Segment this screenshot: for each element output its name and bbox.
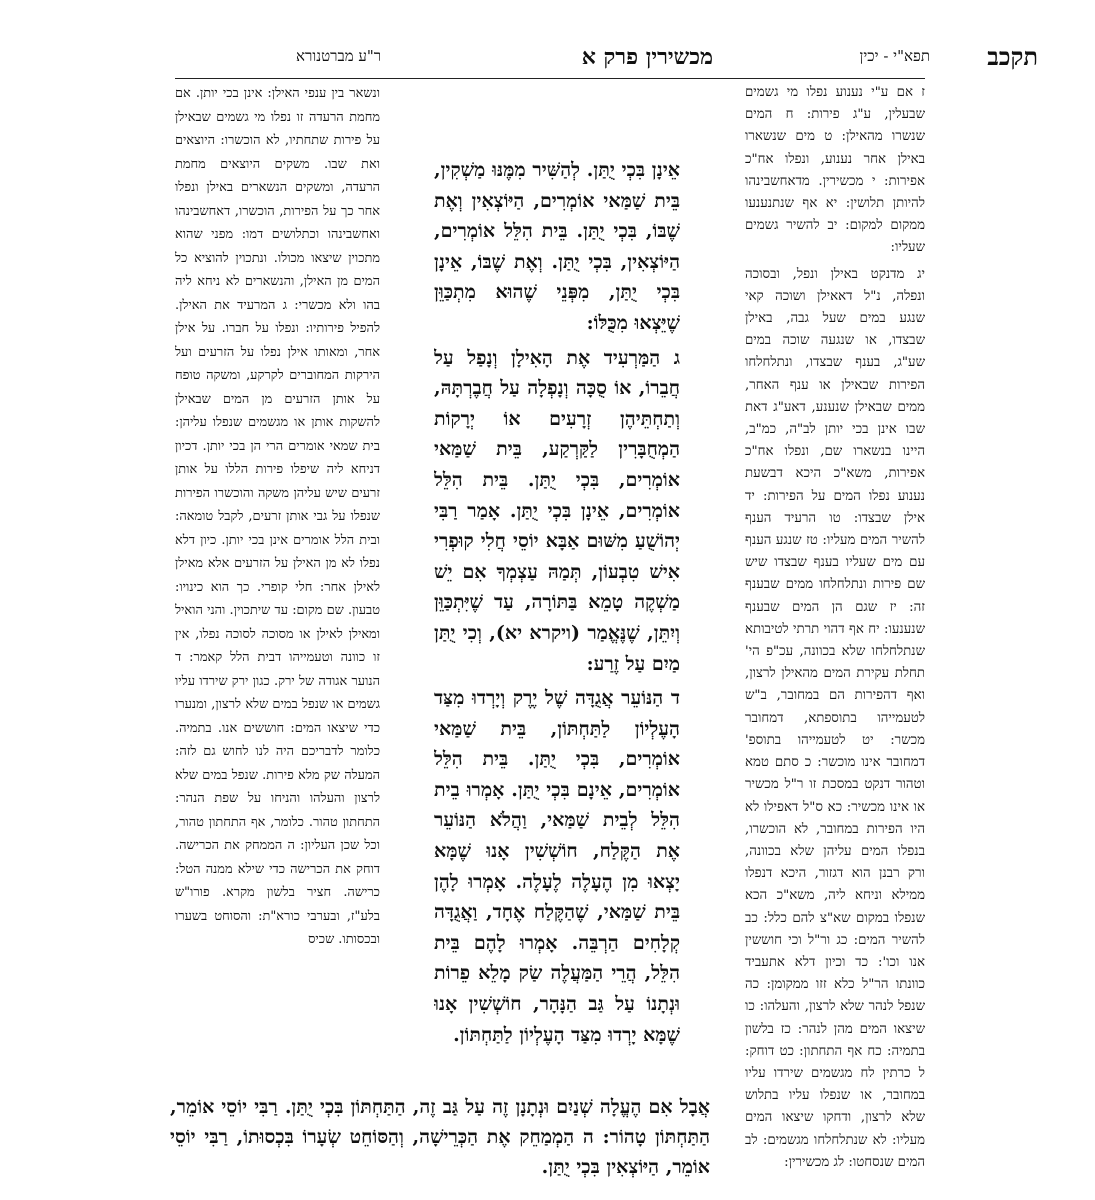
commentary-label-bartenura: ר"ע מברטנורא — [296, 47, 382, 65]
mishnah-bottom-text: אֲבָל אִם הֶעֱלָה שְׁנַיִם וּנְתָנָן זֶה עַל גַּב זֶה, הַתַּחְתּוֹן בִּכְי יֻתַּן. רַבִּי יוֹסֵי אוֹמֵר, הַתַּחְתּוֹן טָהוֹר: ה הַמְמַחֵק אֶת הַכְּרֵישָׁה, וְהַסּוֹחֵט שְׂעָרוֹ בִּכְסוּתוֹ, רַבִּי יוֹסֵי אוֹמֵר, הַיּוֹצְאִין בִּכְי יֻתַּן. — [170, 1096, 710, 1178]
bartenura-commentary-column — [175, 82, 380, 956]
yachin-commentary-column — [745, 82, 925, 1178]
mishnah-text-column — [434, 155, 680, 1054]
yachin-paragraph: ז אם ע"י נענוע נפלו מי גשמים שבעלין, ע"ג פירות: ח המים שנשרו מהאילן: ט מים שנשארו באילן אחר נענוע, ונפלו אח"כ אפירות: י מכשירין. מדאחשבינהו להיותן תלושין: יא אף שנתנענעו ממקום למקום: יב להשיר גשמים שעליו: — [745, 85, 925, 256]
page-header — [296, 42, 1038, 78]
bartenura-paragraph: ונשאר בין ענפי האילן: אינן בכי יותן. אם מחמת הרעדה זו נפלו מי גשמים שבאילן על פירות שתחתיו, לא הוכשרו: היוצאים ואת שבו. משקים היוצאים מחמת הרעדה, ומשקים הנשארים באילן ונפלו אחר כך על הפירות, הוכשרו, דאחשבינהו ואחשבינהו וכתלושים דמו: מפני שהוא מתכוין שיצאו מכולו. ונתכוין להוציא כל המים מן האילן, והנשארים לא ניחא ליה בהו ולא מכשרי: ג המרעיד את האילן. להפיל פירותיו: ונפלו על חברו. על אילן אחר, ומאותו אילן נפלו על הזרעים ועל הירקות המחוברים לקרקע, ומשקה טופח על אותן הזרעים מן המים שבאילן להשקות אותן או מגשמים שנפלו עליהן: בית שמאי אומרים הרי הן בכי יותן. דכיון דניחא ליה שיפלו פירות הללו על אותן זרעים שיש עליהן משקה והוכשרו הפירות שנפלו על גבי אותן זרעים, לקבל טומאה: ובית הלל אומרים אינן בכי יותן. כיון דלא נפלו לא מן האילן על הזרעים אלא מאילן לאילן אחר: חלי קופרי. כך הוא כינויו: טבעון. שם מקום: עד שיתכוין. והני הואיל ומאילן לאילן או מסוכה לסוכה נפלו, אין זו כוונה וטעמייהו דבית הלל קאמר: ד הנוער אגודה של ירק. כגון ירק שירדו עליו גשמים או שנפל במים שלא לרצון, ומנערו כדי שיצאו המים: חוששים אנו. בתמיה. כלומר לדבריכם היה לנו לחוש גם לזה: המעלה שק מלא פירות. שנפל במים שלא לרצון והעלהו והניחו על שפת הנהר: התחתון טהור. כלומר, אף התחתון טהור, וכל שכן העליון: ה הממחק את הכרישה. דוחק את הכרישה כדי שילא ממנה הטל: כרישה. חציר בלשון מקרא. פורו"ש בלע"ז, ובערבי כורא"ת: והסוחט בשערו ובכסותו. שכיס — [175, 86, 380, 947]
header-rule — [175, 78, 925, 79]
page-number: תקכב — [987, 42, 1038, 71]
commentary-label-tiferet-yisrael: תפא"י - יכין — [859, 47, 930, 65]
tractate-chapter-title: מכשירין פרק א — [581, 44, 714, 70]
mishnah-paragraph: ג הַמַּרְעִיד אֶת הָאִילָן וְנָפַל עַל חֲבֵרוֹ, אוֹ סֻכָּה וְנָפְלָה עַל חֲבֶרְתָּהּ, וְתַחְתֵּיהֶן זְרָעִים אוֹ יְרָקוֹת הַמְחֻבָּרִין לַקַּרְקַע, בֵּית שַׁמַּאי אוֹמְרִים, בִּכְי יֻתַּן. בֵּית הִלֵּל אוֹמְרִים, אֵינָן בִּכְי יֻתַּן. אָמַר רַבִּי יְהוֹשֻׁעַ מִשּׁוּם אַבָּא יוֹסֵי חֲלִי קוּפְרִי אִישׁ טִבְעוֹן, תְּמַהּ עַצְמְךָ אִם יֵשׁ מַשְׁקֶה טָמֵא בַּתּוֹרָה, עַד שֶׁיִּתְכַּוֵּן וְיִתֵּן, שֶׁנֶּאֱמַר (ויקרא יא), וְכִי יֻתַּן מַיִם עַל זֶרַע: — [434, 346, 680, 675]
mishnah-paragraph: אֵינָן בִּכְי יֻתַּן. לְהַשִּׁיר מִמֶּנּוּ מַשְׁקִין, בֵּית שַׁמַּאי אוֹמְרִים, הַיּוֹצְאִין וְאֶת שֶׁבּוֹ, בִּכְי יֻתַּן. בֵּית הִלֵּל אוֹמְרִים, הַיּוֹצְאִין, בִּכְי יֻתַּן. וְאֶת שֶׁבּוֹ, אֵינָן בִּכְי יֻתַּן, מִפְּנֵי שֶׁהוּא מִתְכַּוֵּן שֶׁיֵּצְאוּ מִכֻּלּוֹ: — [434, 159, 680, 334]
yachin-paragraph: יג מדנקט באילן ונפל, ובסוכה ונפלה, נ"ל דאאילן ושוכה קאי שנגע במים שעל גבה, באילן שבצדו, או שנגעה שוכה במים שע"ג, בענף שבצדו, ונתלחלחו הפירות שבאילן או ענף האחר, ממים שבאילן שנענע, דאע"ג דאת שבו אינן בכי יותן לב"ה, כמ"ב, היינו בנשארו שם, ונפלו אח"כ אפירות, משא"כ היכא דבשעת נענוע נפלו המים על הפירות: יד אילן שבצדו: טו הרעיד הענף להשיר המים מעליו: טז שנגע הענף עם מים שעליו בענף שבצדו שיש שם פירות ונתלחלחו ממים שבענף זה: יז שגם הן המים שבענף שנענעו: יח אף דהוי תרתי לטיבותא שנתלחלחו שלא בכוונה, עכ"פ הי' תחלת עקירת המים מהאילן לרצון, ואף דהפירות הם במחובר, ב"ש לטעמייהו בתוספתא, דמחובר מכשר: יט לטעמייהו בתוספ' דמחובר אינו מוכשר: כ סתם טמא וטהור דנקט במסכת זו ר"ל מכשיר או אינו מכשיר: כא ס"ל דאפילו לא היו הפירות במחובר, לא הוכשרו, בנפלו המים עליהן שלא בכוונה, ורק רבנן הוא דגזור, היכא דנפלו ממילא וניחא ליה, משא"כ הכא שנפלו במקום שא"צ להם כלל: כב להשיר המים: כג ור"ל וכי חוששין אנו וכו': כד וכיון דלא אתעביד כוונתו הר"ל כלא זזו ממקומן: כה שנפל לנהר שלא לרצון, והעלהו: כו שיצאו המים מהן לנהר: כז בלשון בתמיה: כח אף התחתון: כט דוחק: ל כרתין לח מגשמים שירדו עליו במחובר, או שנפלו עליו בתלוש שלא לרצון, ודחקו שיצאו המים מעליו: לא שנתלחלחו מגשמים: לב המים שנסחטו: לג מכשירין: — [745, 266, 925, 1170]
mishnah-paragraph: ד הַנּוֹעֵר אֲגֻדָּה שֶׁל יֶרֶק וְיָרְדוּ מִצַּד הָעֶלְיוֹן לַתַּחְתּוֹן, בֵּית שַׁמַּאי אוֹמְרִים, בִּכְי יֻתַּן. בֵּית הִלֵּל אוֹמְרִים, אֵינָם בִּכְי יֻתַּן. אָמְרוּ בֵית הִלֵּל לְבֵית שַׁמַּאי, וַהֲלֹא הַנּוֹעֵר אֶת הַקֶּלַח, חוֹשְׁשִׁין אָנוּ שֶׁמָּא יָצְאוּ מִן הֶעָלֶה לֶעָלֶה. אָמְרוּ לָהֶן בֵּית שַׁמַּאי, שֶׁהַקֶּלַח אֶחָד, וַאֲגֻדָּה קְלָחִים הַרְבֵּה. אָמְרוּ לָהֶם בֵּית הִלֵּל, הֲרֵי הַמַּעֲלֶה שַׂק מָלֵא פֵרוֹת וּנְתָנוֹ עַל גַּב הַנָּהָר, חוֹשְׁשִׁין אָנוּ שֶׁמָּא יָרְדוּ מִצַּד הָעֶלְיוֹן לַתַּחְתּוֹן. — [434, 687, 680, 1046]
